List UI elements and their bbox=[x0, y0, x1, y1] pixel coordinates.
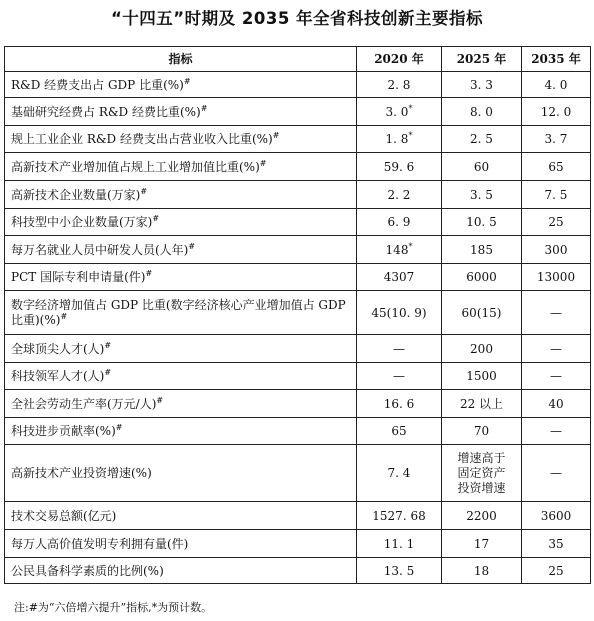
indicator-mark: # bbox=[104, 340, 112, 350]
indicator-cell bbox=[5, 418, 357, 445]
value-2020: 45(10. 9) bbox=[371, 305, 427, 320]
value-2020: 1527. 68 bbox=[372, 508, 426, 523]
indicator-name: 科技领军人才(人) bbox=[11, 369, 105, 383]
table-row bbox=[5, 236, 591, 264]
value-2020-cell bbox=[357, 209, 442, 236]
table-row bbox=[5, 209, 591, 236]
value-2020: 2. 2 bbox=[387, 187, 411, 202]
header-2020: 2020 年 bbox=[357, 47, 442, 72]
estimate-mark: * bbox=[408, 103, 413, 113]
value-2020-cell bbox=[357, 502, 442, 530]
value-2025: 10. 5 bbox=[442, 209, 522, 236]
indicator-cell bbox=[5, 502, 357, 530]
value-2025: 8. 0 bbox=[442, 98, 522, 126]
indicator-cell bbox=[5, 72, 357, 98]
table-row bbox=[5, 530, 591, 558]
indicator-cell bbox=[5, 98, 357, 126]
indicator-name: 高新技术企业数量(万家) bbox=[11, 187, 141, 202]
value-2035: 3. 7 bbox=[522, 126, 591, 153]
indicator-name: 高新技术产业投资增速(%) bbox=[11, 466, 152, 480]
value-2035: — bbox=[522, 291, 591, 335]
indicator-cell bbox=[5, 530, 357, 558]
indicator-name: 规上工业企业 R&D 经费支出占营业收入比重(%) bbox=[11, 132, 273, 146]
value-2020-cell bbox=[357, 530, 442, 558]
value-2020-cell bbox=[357, 181, 442, 209]
table-row bbox=[5, 181, 591, 209]
value-2020: 13. 5 bbox=[383, 563, 415, 578]
value-2020: — bbox=[393, 341, 405, 356]
indicator-mark: # bbox=[104, 368, 112, 377]
value-2035: 3600 bbox=[522, 502, 591, 530]
value-2035: 25 bbox=[522, 558, 591, 584]
value-2020-cell bbox=[357, 335, 442, 363]
estimate-mark: * bbox=[408, 131, 413, 140]
table-row bbox=[5, 363, 591, 390]
table-title: “十四五”时期及 2035 年全省科技创新主要指标 bbox=[110, 9, 484, 28]
value-2035: 40 bbox=[522, 390, 591, 418]
value-2020: 65 bbox=[391, 424, 407, 438]
indicator-cell bbox=[5, 153, 357, 181]
value-2020: 3. 0 bbox=[385, 104, 409, 119]
value-2025: 增速高于固定资产投资增速 bbox=[457, 450, 506, 495]
value-2025: 2. 5 bbox=[442, 126, 522, 153]
value-2020: 148 bbox=[385, 242, 409, 257]
indicator-cell bbox=[5, 558, 357, 584]
indicator-name: PCT 国际专利申请量(件) bbox=[11, 270, 146, 284]
value-2020: 11. 1 bbox=[383, 536, 415, 551]
indicator-cell bbox=[5, 264, 357, 291]
indicator-cell bbox=[5, 335, 357, 363]
value-2020-cell bbox=[357, 153, 442, 181]
value-2035: 65 bbox=[522, 153, 591, 181]
header-2035: 2035 年 bbox=[522, 47, 591, 72]
value-2020-cell bbox=[357, 418, 442, 445]
value-2020-cell bbox=[357, 98, 442, 126]
indicator-cell bbox=[5, 236, 357, 264]
indicator-name: 每万人高价值发明专利拥有量(件) bbox=[11, 536, 189, 551]
indicator-name: 每万名就业人员中研发人员(人年) bbox=[11, 242, 189, 257]
indicator-cell bbox=[5, 209, 357, 236]
indicator-mark: # bbox=[200, 103, 208, 113]
value-2035: 35 bbox=[522, 530, 591, 558]
value-2035: 13000 bbox=[522, 264, 591, 291]
value-2035: 4. 0 bbox=[522, 72, 591, 98]
indicator-mark: # bbox=[183, 76, 191, 86]
indicator-mark: # bbox=[156, 395, 164, 405]
indicator-mark: # bbox=[145, 269, 153, 278]
value-2020-cell bbox=[357, 72, 442, 98]
header-indicator: 指标 bbox=[5, 47, 357, 72]
indicator-name: 基础研究经费占 R&D 经费比重(%) bbox=[11, 104, 201, 119]
value-2025: 22 以上 bbox=[442, 390, 522, 418]
indicator-cell bbox=[5, 390, 357, 418]
value-2020: 4307 bbox=[383, 270, 415, 284]
value-2020: 2. 8 bbox=[387, 77, 411, 92]
value-2025: 200 bbox=[442, 335, 522, 363]
value-2020-cell bbox=[357, 264, 442, 291]
table-row bbox=[5, 558, 591, 584]
table-row bbox=[5, 264, 591, 291]
indicator-table bbox=[4, 46, 591, 584]
indicator-name: 数字经济增加值占 GDP 比重(数字经济核心产业增加值占 GDP 比重)(%) bbox=[11, 297, 346, 327]
value-2025: 6000 bbox=[442, 264, 522, 291]
value-2020-cell bbox=[357, 236, 442, 264]
value-2020-cell bbox=[357, 291, 442, 335]
value-2035: — bbox=[522, 335, 591, 363]
value-2020: 59. 6 bbox=[383, 159, 415, 174]
value-2025: 18 bbox=[442, 558, 522, 584]
indicator-name: 公民具备科学素质的比例(%) bbox=[11, 563, 164, 578]
value-2025-cell bbox=[442, 445, 522, 502]
indicator-name: 科技进步贡献率(%) bbox=[11, 424, 116, 438]
indicator-mark: # bbox=[188, 241, 196, 251]
value-2035: 25 bbox=[522, 209, 591, 236]
value-2035: — bbox=[522, 445, 591, 502]
indicator-name: 全社会劳动生产率(万元/人) bbox=[11, 396, 157, 411]
value-2020: — bbox=[393, 369, 405, 383]
indicator-name: 技术交易总额(亿元) bbox=[11, 508, 117, 523]
indicator-name: 高新技术产业增加值占规上工业增加值比重(%) bbox=[11, 159, 260, 174]
indicator-cell bbox=[5, 291, 357, 335]
value-2035: — bbox=[522, 418, 591, 445]
indicator-mark: # bbox=[140, 186, 148, 196]
table-row bbox=[5, 98, 591, 126]
table-row bbox=[5, 126, 591, 153]
value-2025: 60 bbox=[442, 153, 522, 181]
indicator-mark: # bbox=[272, 131, 280, 140]
value-2020: 7. 4 bbox=[387, 466, 411, 480]
value-2035: 7. 5 bbox=[522, 181, 591, 209]
indicator-name: 全球顶尖人才(人) bbox=[11, 341, 105, 356]
header-2025: 2025 年 bbox=[442, 47, 522, 72]
table-row bbox=[5, 418, 591, 445]
value-2020: 1. 8 bbox=[385, 132, 409, 146]
indicator-cell bbox=[5, 126, 357, 153]
table-row bbox=[5, 445, 591, 502]
indicator-cell bbox=[5, 181, 357, 209]
value-2025: 1500 bbox=[442, 363, 522, 390]
value-2025: 3. 5 bbox=[442, 181, 522, 209]
indicator-name: R&D 经费支出占 GDP 比重(%) bbox=[11, 77, 184, 92]
value-2025: 60(15) bbox=[442, 291, 522, 335]
table-row bbox=[5, 335, 591, 363]
table-row bbox=[5, 390, 591, 418]
indicator-cell bbox=[5, 363, 357, 390]
value-2025: 17 bbox=[442, 530, 522, 558]
value-2035: 300 bbox=[522, 236, 591, 264]
value-2020-cell bbox=[357, 363, 442, 390]
indicator-mark: # bbox=[259, 158, 267, 168]
indicator-mark: # bbox=[115, 423, 123, 432]
value-2020-cell bbox=[357, 126, 442, 153]
value-2020: 6. 9 bbox=[387, 215, 411, 229]
value-2020-cell bbox=[357, 390, 442, 418]
footnote: 注:#为“六倍增六提升”指标,*为预计数。 bbox=[14, 601, 213, 614]
value-2025: 3. 3 bbox=[442, 72, 522, 98]
table-row bbox=[5, 72, 591, 98]
indicator-mark: # bbox=[152, 214, 160, 223]
value-2020: 16. 6 bbox=[383, 396, 415, 411]
indicator-mark: # bbox=[60, 311, 68, 321]
value-2035: 12. 0 bbox=[522, 98, 591, 126]
indicator-name: 科技型中小企业数量(万家) bbox=[11, 215, 153, 229]
value-2025: 185 bbox=[442, 236, 522, 264]
value-2025: 70 bbox=[442, 418, 522, 445]
header-row bbox=[5, 47, 591, 72]
value-2035: — bbox=[522, 363, 591, 390]
table-row bbox=[5, 502, 591, 530]
indicator-cell bbox=[5, 445, 357, 502]
value-2025: 2200 bbox=[442, 502, 522, 530]
estimate-mark: * bbox=[408, 241, 413, 251]
table-row bbox=[5, 291, 591, 335]
table-row bbox=[5, 153, 591, 181]
value-2020-cell bbox=[357, 445, 442, 502]
value-2020-cell bbox=[357, 558, 442, 584]
